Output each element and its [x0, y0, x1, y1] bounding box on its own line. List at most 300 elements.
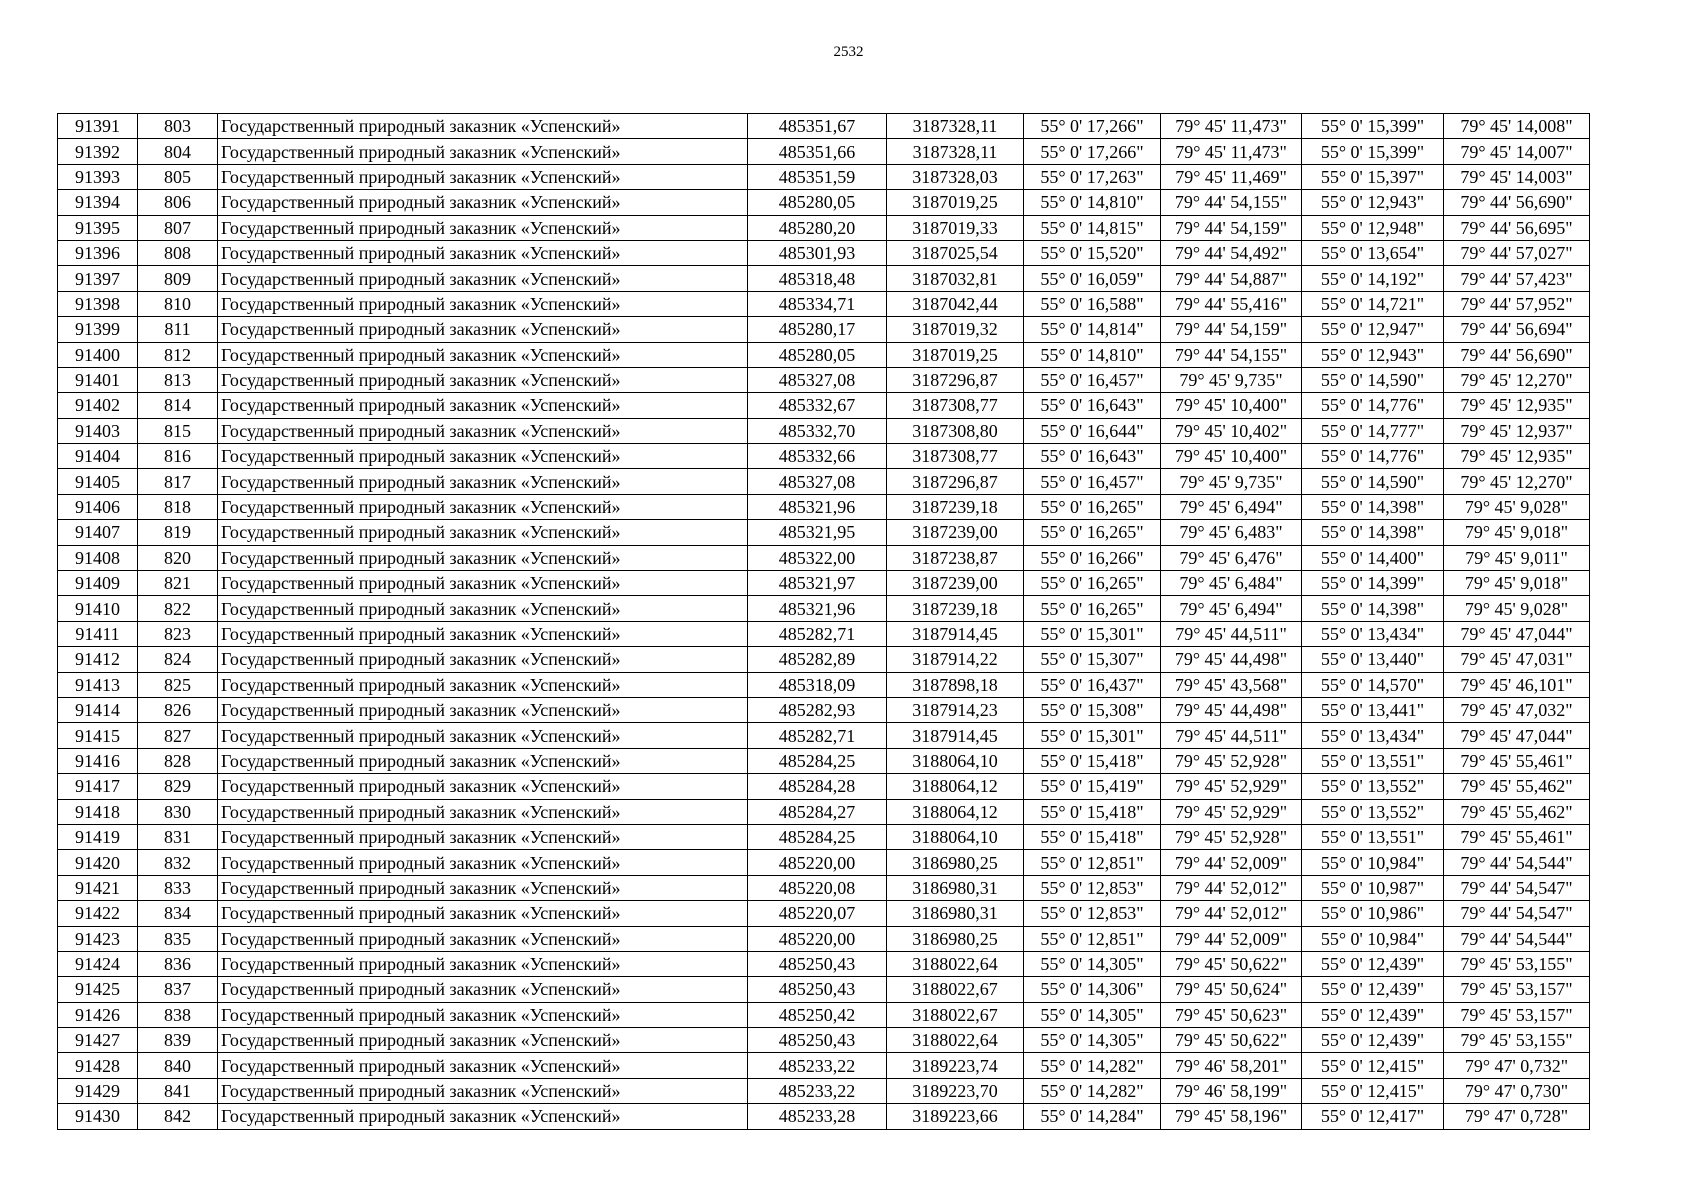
latitude-2-cell: 55° 0' 13,654" — [1302, 240, 1444, 265]
reserve-name-cell: Государственный природный заказник «Успенский» — [218, 367, 748, 392]
row-number-cell: 91403 — [58, 418, 138, 443]
table-row — [58, 748, 1590, 773]
x-coordinate-cell: 485318,09 — [748, 672, 887, 697]
reserve-name-cell: Государственный природный заказник «Успенский» — [218, 494, 748, 519]
table-row — [58, 469, 1590, 494]
latitude-2-cell: 55° 0' 12,415" — [1302, 1078, 1444, 1103]
latitude-1-cell: 55° 0' 15,301" — [1024, 621, 1161, 646]
longitude-2-cell: 79° 45' 12,935" — [1444, 393, 1590, 418]
row-number-cell: 91416 — [58, 748, 138, 773]
latitude-1-cell: 55° 0' 15,418" — [1024, 799, 1161, 824]
latitude-2-cell: 55° 0' 10,986" — [1302, 901, 1444, 926]
point-number-cell: 832 — [138, 850, 218, 875]
table-row — [58, 520, 1590, 545]
x-coordinate-cell: 485351,66 — [748, 139, 887, 164]
longitude-1-cell: 79° 44' 55,416" — [1161, 291, 1302, 316]
longitude-1-cell: 79° 45' 44,511" — [1161, 723, 1302, 748]
reserve-name-cell: Государственный природный заказник «Успенский» — [218, 926, 748, 951]
table-row — [58, 1078, 1590, 1103]
reserve-name-cell: Государственный природный заказник «Успенский» — [218, 799, 748, 824]
x-coordinate-cell: 485220,00 — [748, 926, 887, 951]
y-coordinate-cell: 3186980,25 — [887, 850, 1024, 875]
reserve-name-cell: Государственный природный заказник «Успенский» — [218, 444, 748, 469]
point-number-cell: 803 — [138, 114, 218, 139]
longitude-2-cell: 79° 45' 9,018" — [1444, 520, 1590, 545]
reserve-name-cell: Государственный природный заказник «Успенский» — [218, 647, 748, 672]
y-coordinate-cell: 3187239,00 — [887, 520, 1024, 545]
longitude-2-cell: 79° 44' 54,547" — [1444, 901, 1590, 926]
point-number-cell: 836 — [138, 951, 218, 976]
latitude-2-cell: 55° 0' 14,570" — [1302, 672, 1444, 697]
x-coordinate-cell: 485250,43 — [748, 951, 887, 976]
longitude-1-cell: 79° 45' 52,928" — [1161, 824, 1302, 849]
latitude-1-cell: 55° 0' 14,305" — [1024, 1028, 1161, 1053]
latitude-2-cell: 55° 0' 15,397" — [1302, 164, 1444, 189]
y-coordinate-cell: 3187308,77 — [887, 393, 1024, 418]
point-number-cell: 818 — [138, 494, 218, 519]
longitude-1-cell: 79° 45' 6,494" — [1161, 596, 1302, 621]
y-coordinate-cell: 3189223,70 — [887, 1078, 1024, 1103]
longitude-2-cell: 79° 45' 55,462" — [1444, 799, 1590, 824]
longitude-2-cell: 79° 45' 53,155" — [1444, 951, 1590, 976]
longitude-1-cell: 79° 45' 50,622" — [1161, 1028, 1302, 1053]
row-number-cell: 91407 — [58, 520, 138, 545]
latitude-2-cell: 55° 0' 14,398" — [1302, 596, 1444, 621]
latitude-1-cell: 55° 0' 16,437" — [1024, 672, 1161, 697]
reserve-name-cell: Государственный природный заказник «Успенский» — [218, 977, 748, 1002]
latitude-2-cell: 55° 0' 12,943" — [1302, 190, 1444, 215]
table-row — [58, 317, 1590, 342]
y-coordinate-cell: 3187042,44 — [887, 291, 1024, 316]
x-coordinate-cell: 485318,48 — [748, 266, 887, 291]
point-number-cell: 806 — [138, 190, 218, 215]
reserve-name-cell: Государственный природный заказник «Успенский» — [218, 824, 748, 849]
latitude-2-cell: 55° 0' 12,415" — [1302, 1053, 1444, 1078]
longitude-2-cell: 79° 45' 53,157" — [1444, 977, 1590, 1002]
point-number-cell: 821 — [138, 571, 218, 596]
latitude-2-cell: 55° 0' 13,434" — [1302, 621, 1444, 646]
point-number-cell: 823 — [138, 621, 218, 646]
longitude-2-cell: 79° 44' 57,027" — [1444, 240, 1590, 265]
reserve-name-cell: Государственный природный заказник «Успенский» — [218, 520, 748, 545]
longitude-1-cell: 79° 45' 50,623" — [1161, 1002, 1302, 1027]
coordinates-table — [57, 113, 1590, 1130]
reserve-name-cell: Государственный природный заказник «Успенский» — [218, 139, 748, 164]
y-coordinate-cell: 3187032,81 — [887, 266, 1024, 291]
longitude-2-cell: 79° 47' 0,732" — [1444, 1053, 1590, 1078]
table-row — [58, 621, 1590, 646]
y-coordinate-cell: 3187328,11 — [887, 114, 1024, 139]
x-coordinate-cell: 485301,93 — [748, 240, 887, 265]
row-number-cell: 91413 — [58, 672, 138, 697]
latitude-2-cell: 55° 0' 10,984" — [1302, 850, 1444, 875]
y-coordinate-cell: 3187025,54 — [887, 240, 1024, 265]
table-row — [58, 1002, 1590, 1027]
latitude-1-cell: 55° 0' 14,810" — [1024, 190, 1161, 215]
reserve-name-cell: Государственный природный заказник «Успенский» — [218, 1078, 748, 1103]
row-number-cell: 91409 — [58, 571, 138, 596]
longitude-2-cell: 79° 44' 57,423" — [1444, 266, 1590, 291]
longitude-1-cell: 79° 45' 11,473" — [1161, 139, 1302, 164]
x-coordinate-cell: 485280,17 — [748, 317, 887, 342]
y-coordinate-cell: 3187914,45 — [887, 621, 1024, 646]
longitude-1-cell: 79° 45' 9,735" — [1161, 469, 1302, 494]
table-row — [58, 926, 1590, 951]
x-coordinate-cell: 485332,70 — [748, 418, 887, 443]
latitude-2-cell: 55° 0' 14,721" — [1302, 291, 1444, 316]
row-number-cell: 91408 — [58, 545, 138, 570]
y-coordinate-cell: 3186980,31 — [887, 875, 1024, 900]
latitude-2-cell: 55° 0' 12,948" — [1302, 215, 1444, 240]
table-row — [58, 139, 1590, 164]
latitude-1-cell: 55° 0' 16,266" — [1024, 545, 1161, 570]
x-coordinate-cell: 485220,00 — [748, 850, 887, 875]
longitude-1-cell: 79° 45' 6,476" — [1161, 545, 1302, 570]
latitude-1-cell: 55° 0' 14,814" — [1024, 317, 1161, 342]
y-coordinate-cell: 3187914,22 — [887, 647, 1024, 672]
longitude-1-cell: 79° 45' 10,402" — [1161, 418, 1302, 443]
x-coordinate-cell: 485282,89 — [748, 647, 887, 672]
x-coordinate-cell: 485282,71 — [748, 723, 887, 748]
longitude-1-cell: 79° 45' 10,400" — [1161, 393, 1302, 418]
point-number-cell: 817 — [138, 469, 218, 494]
row-number-cell: 91424 — [58, 951, 138, 976]
longitude-2-cell: 79° 45' 9,028" — [1444, 596, 1590, 621]
reserve-name-cell: Государственный природный заказник «Успенский» — [218, 1104, 748, 1129]
point-number-cell: 815 — [138, 418, 218, 443]
longitude-1-cell: 79° 45' 11,473" — [1161, 114, 1302, 139]
row-number-cell: 91412 — [58, 647, 138, 672]
point-number-cell: 841 — [138, 1078, 218, 1103]
y-coordinate-cell: 3187328,03 — [887, 164, 1024, 189]
y-coordinate-cell: 3187019,33 — [887, 215, 1024, 240]
latitude-1-cell: 55° 0' 14,305" — [1024, 951, 1161, 976]
reserve-name-cell: Государственный природный заказник «Успенский» — [218, 672, 748, 697]
y-coordinate-cell: 3188064,10 — [887, 748, 1024, 773]
x-coordinate-cell: 485280,05 — [748, 190, 887, 215]
row-number-cell: 91400 — [58, 342, 138, 367]
row-number-cell: 91421 — [58, 875, 138, 900]
longitude-2-cell: 79° 45' 9,028" — [1444, 494, 1590, 519]
longitude-2-cell: 79° 45' 47,031" — [1444, 647, 1590, 672]
latitude-1-cell: 55° 0' 15,520" — [1024, 240, 1161, 265]
x-coordinate-cell: 485233,22 — [748, 1078, 887, 1103]
longitude-1-cell: 79° 44' 52,009" — [1161, 926, 1302, 951]
longitude-2-cell: 79° 45' 47,044" — [1444, 621, 1590, 646]
longitude-1-cell: 79° 44' 52,009" — [1161, 850, 1302, 875]
x-coordinate-cell: 485280,20 — [748, 215, 887, 240]
longitude-2-cell: 79° 45' 9,018" — [1444, 571, 1590, 596]
page-number: 2532 — [833, 44, 864, 60]
x-coordinate-cell: 485282,71 — [748, 621, 887, 646]
latitude-2-cell: 55° 0' 14,590" — [1302, 469, 1444, 494]
longitude-1-cell: 79° 45' 58,196" — [1161, 1104, 1302, 1129]
row-number-cell: 91402 — [58, 393, 138, 418]
latitude-2-cell: 55° 0' 12,439" — [1302, 1002, 1444, 1027]
reserve-name-cell: Государственный природный заказник «Успенский» — [218, 266, 748, 291]
reserve-name-cell: Государственный природный заказник «Успенский» — [218, 723, 748, 748]
longitude-1-cell: 79° 45' 44,498" — [1161, 697, 1302, 722]
y-coordinate-cell: 3188022,64 — [887, 1028, 1024, 1053]
longitude-2-cell: 79° 44' 57,952" — [1444, 291, 1590, 316]
table-row — [58, 393, 1590, 418]
reserve-name-cell: Государственный природный заказник «Успенский» — [218, 215, 748, 240]
y-coordinate-cell: 3187019,25 — [887, 190, 1024, 215]
x-coordinate-cell: 485321,97 — [748, 571, 887, 596]
table-row — [58, 367, 1590, 392]
latitude-1-cell: 55° 0' 16,265" — [1024, 520, 1161, 545]
latitude-1-cell: 55° 0' 16,059" — [1024, 266, 1161, 291]
y-coordinate-cell: 3187328,11 — [887, 139, 1024, 164]
x-coordinate-cell: 485284,28 — [748, 774, 887, 799]
reserve-name-cell: Государственный природный заказник «Успенский» — [218, 951, 748, 976]
y-coordinate-cell: 3187239,18 — [887, 596, 1024, 621]
row-number-cell: 91422 — [58, 901, 138, 926]
x-coordinate-cell: 485351,59 — [748, 164, 887, 189]
table-row — [58, 672, 1590, 697]
longitude-2-cell: 79° 44' 56,695" — [1444, 215, 1590, 240]
table-row — [58, 418, 1590, 443]
reserve-name-cell: Государственный природный заказник «Успенский» — [218, 418, 748, 443]
longitude-1-cell: 79° 45' 44,511" — [1161, 621, 1302, 646]
point-number-cell: 812 — [138, 342, 218, 367]
latitude-1-cell: 55° 0' 12,851" — [1024, 850, 1161, 875]
point-number-cell: 839 — [138, 1028, 218, 1053]
y-coordinate-cell: 3187239,18 — [887, 494, 1024, 519]
row-number-cell: 91429 — [58, 1078, 138, 1103]
table-row — [58, 977, 1590, 1002]
table-row — [58, 774, 1590, 799]
row-number-cell: 91415 — [58, 723, 138, 748]
longitude-2-cell: 79° 44' 56,694" — [1444, 317, 1590, 342]
reserve-name-cell: Государственный природный заказник «Успенский» — [218, 342, 748, 367]
x-coordinate-cell: 485282,93 — [748, 697, 887, 722]
table-row — [58, 723, 1590, 748]
longitude-1-cell: 79° 44' 54,159" — [1161, 215, 1302, 240]
row-number-cell: 91393 — [58, 164, 138, 189]
row-number-cell: 91406 — [58, 494, 138, 519]
reserve-name-cell: Государственный природный заказник «Успенский» — [218, 774, 748, 799]
reserve-name-cell: Государственный природный заказник «Успенский» — [218, 164, 748, 189]
reserve-name-cell: Государственный природный заказник «Успенский» — [218, 469, 748, 494]
table-row — [58, 824, 1590, 849]
x-coordinate-cell: 485250,43 — [748, 977, 887, 1002]
table-row — [58, 291, 1590, 316]
longitude-1-cell: 79° 44' 54,159" — [1161, 317, 1302, 342]
longitude-1-cell: 79° 44' 54,155" — [1161, 342, 1302, 367]
y-coordinate-cell: 3188022,64 — [887, 951, 1024, 976]
latitude-1-cell: 55° 0' 16,643" — [1024, 393, 1161, 418]
latitude-2-cell: 55° 0' 13,441" — [1302, 697, 1444, 722]
row-number-cell: 91392 — [58, 139, 138, 164]
x-coordinate-cell: 485321,95 — [748, 520, 887, 545]
longitude-2-cell: 79° 45' 12,270" — [1444, 367, 1590, 392]
point-number-cell: 826 — [138, 697, 218, 722]
latitude-2-cell: 55° 0' 12,417" — [1302, 1104, 1444, 1129]
y-coordinate-cell: 3189223,74 — [887, 1053, 1024, 1078]
x-coordinate-cell: 485351,67 — [748, 114, 887, 139]
longitude-2-cell: 79° 45' 9,011" — [1444, 545, 1590, 570]
reserve-name-cell: Государственный природный заказник «Успенский» — [218, 1028, 748, 1053]
y-coordinate-cell: 3187308,80 — [887, 418, 1024, 443]
table-row — [58, 951, 1590, 976]
latitude-2-cell: 55° 0' 10,984" — [1302, 926, 1444, 951]
row-number-cell: 91418 — [58, 799, 138, 824]
table-row — [58, 799, 1590, 824]
x-coordinate-cell: 485321,96 — [748, 596, 887, 621]
longitude-2-cell: 79° 45' 12,935" — [1444, 444, 1590, 469]
latitude-1-cell: 55° 0' 16,265" — [1024, 494, 1161, 519]
reserve-name-cell: Государственный природный заказник «Успенский» — [218, 697, 748, 722]
row-number-cell: 91401 — [58, 367, 138, 392]
latitude-2-cell: 55° 0' 12,439" — [1302, 951, 1444, 976]
longitude-1-cell: 79° 44' 54,887" — [1161, 266, 1302, 291]
row-number-cell: 91428 — [58, 1053, 138, 1078]
latitude-1-cell: 55° 0' 17,266" — [1024, 139, 1161, 164]
table-row — [58, 164, 1590, 189]
point-number-cell: 816 — [138, 444, 218, 469]
y-coordinate-cell: 3187898,18 — [887, 672, 1024, 697]
reserve-name-cell: Государственный природный заказник «Успенский» — [218, 875, 748, 900]
x-coordinate-cell: 485250,42 — [748, 1002, 887, 1027]
longitude-2-cell: 79° 47' 0,728" — [1444, 1104, 1590, 1129]
y-coordinate-cell: 3188064,10 — [887, 824, 1024, 849]
longitude-2-cell: 79° 44' 54,547" — [1444, 875, 1590, 900]
row-number-cell: 91396 — [58, 240, 138, 265]
table-row — [58, 1104, 1590, 1129]
longitude-2-cell: 79° 45' 55,462" — [1444, 774, 1590, 799]
latitude-2-cell: 55° 0' 14,590" — [1302, 367, 1444, 392]
y-coordinate-cell: 3187914,23 — [887, 697, 1024, 722]
y-coordinate-cell: 3186980,25 — [887, 926, 1024, 951]
row-number-cell: 91420 — [58, 850, 138, 875]
y-coordinate-cell: 3187238,87 — [887, 545, 1024, 570]
longitude-2-cell: 79° 44' 56,690" — [1444, 190, 1590, 215]
point-number-cell: 830 — [138, 799, 218, 824]
point-number-cell: 809 — [138, 266, 218, 291]
y-coordinate-cell: 3187296,87 — [887, 367, 1024, 392]
reserve-name-cell: Государственный природный заказник «Успенский» — [218, 901, 748, 926]
x-coordinate-cell: 485280,05 — [748, 342, 887, 367]
reserve-name-cell: Государственный природный заказник «Успенский» — [218, 1002, 748, 1027]
reserve-name-cell: Государственный природный заказник «Успенский» — [218, 317, 748, 342]
point-number-cell: 831 — [138, 824, 218, 849]
table-row — [58, 494, 1590, 519]
latitude-1-cell: 55° 0' 14,815" — [1024, 215, 1161, 240]
row-number-cell: 91398 — [58, 291, 138, 316]
table-row — [58, 571, 1590, 596]
point-number-cell: 820 — [138, 545, 218, 570]
latitude-1-cell: 55° 0' 16,265" — [1024, 571, 1161, 596]
latitude-1-cell: 55° 0' 14,284" — [1024, 1104, 1161, 1129]
point-number-cell: 834 — [138, 901, 218, 926]
point-number-cell: 822 — [138, 596, 218, 621]
longitude-2-cell: 79° 44' 56,690" — [1444, 342, 1590, 367]
longitude-1-cell: 79° 46' 58,199" — [1161, 1078, 1302, 1103]
table-row — [58, 215, 1590, 240]
y-coordinate-cell: 3188022,67 — [887, 1002, 1024, 1027]
x-coordinate-cell: 485220,07 — [748, 901, 887, 926]
longitude-2-cell: 79° 45' 14,007" — [1444, 139, 1590, 164]
reserve-name-cell: Государственный природный заказник «Успенский» — [218, 114, 748, 139]
y-coordinate-cell: 3187239,00 — [887, 571, 1024, 596]
point-number-cell: 829 — [138, 774, 218, 799]
longitude-1-cell: 79° 45' 10,400" — [1161, 444, 1302, 469]
longitude-1-cell: 79° 44' 52,012" — [1161, 901, 1302, 926]
longitude-2-cell: 79° 47' 0,730" — [1444, 1078, 1590, 1103]
latitude-1-cell: 55° 0' 15,418" — [1024, 824, 1161, 849]
table-row — [58, 114, 1590, 139]
latitude-2-cell: 55° 0' 14,398" — [1302, 520, 1444, 545]
latitude-2-cell: 55° 0' 14,398" — [1302, 494, 1444, 519]
latitude-1-cell: 55° 0' 12,851" — [1024, 926, 1161, 951]
latitude-2-cell: 55° 0' 13,434" — [1302, 723, 1444, 748]
longitude-2-cell: 79° 45' 12,937" — [1444, 418, 1590, 443]
x-coordinate-cell: 485327,08 — [748, 367, 887, 392]
longitude-1-cell: 79° 45' 6,483" — [1161, 520, 1302, 545]
row-number-cell: 91405 — [58, 469, 138, 494]
y-coordinate-cell: 3187019,32 — [887, 317, 1024, 342]
latitude-2-cell: 55° 0' 12,947" — [1302, 317, 1444, 342]
latitude-2-cell: 55° 0' 13,551" — [1302, 824, 1444, 849]
longitude-2-cell: 79° 45' 53,157" — [1444, 1002, 1590, 1027]
latitude-2-cell: 55° 0' 15,399" — [1302, 114, 1444, 139]
longitude-2-cell: 79° 45' 12,270" — [1444, 469, 1590, 494]
latitude-1-cell: 55° 0' 15,418" — [1024, 748, 1161, 773]
latitude-1-cell: 55° 0' 17,266" — [1024, 114, 1161, 139]
table-row — [58, 266, 1590, 291]
point-number-cell: 833 — [138, 875, 218, 900]
latitude-1-cell: 55° 0' 14,305" — [1024, 1002, 1161, 1027]
longitude-1-cell: 79° 45' 44,498" — [1161, 647, 1302, 672]
latitude-1-cell: 55° 0' 14,282" — [1024, 1078, 1161, 1103]
longitude-1-cell: 79° 45' 9,735" — [1161, 367, 1302, 392]
reserve-name-cell: Государственный природный заказник «Успенский» — [218, 596, 748, 621]
point-number-cell: 811 — [138, 317, 218, 342]
latitude-2-cell: 55° 0' 14,776" — [1302, 393, 1444, 418]
longitude-2-cell: 79° 44' 54,544" — [1444, 850, 1590, 875]
latitude-2-cell: 55° 0' 13,552" — [1302, 799, 1444, 824]
row-number-cell: 91430 — [58, 1104, 138, 1129]
longitude-2-cell: 79° 45' 55,461" — [1444, 748, 1590, 773]
table-row — [58, 240, 1590, 265]
latitude-2-cell: 55° 0' 14,776" — [1302, 444, 1444, 469]
row-number-cell: 91419 — [58, 824, 138, 849]
y-coordinate-cell: 3188022,67 — [887, 977, 1024, 1002]
latitude-2-cell: 55° 0' 12,439" — [1302, 1028, 1444, 1053]
latitude-1-cell: 55° 0' 15,301" — [1024, 723, 1161, 748]
longitude-2-cell: 79° 45' 46,101" — [1444, 672, 1590, 697]
longitude-1-cell: 79° 44' 52,012" — [1161, 875, 1302, 900]
reserve-name-cell: Государственный природный заказник «Успенский» — [218, 621, 748, 646]
table-row — [58, 190, 1590, 215]
longitude-1-cell: 79° 45' 50,624" — [1161, 977, 1302, 1002]
longitude-1-cell: 79° 45' 52,928" — [1161, 748, 1302, 773]
point-number-cell: 828 — [138, 748, 218, 773]
reserve-name-cell: Государственный природный заказник «Успенский» — [218, 571, 748, 596]
longitude-1-cell: 79° 44' 54,492" — [1161, 240, 1302, 265]
x-coordinate-cell: 485284,25 — [748, 824, 887, 849]
table-row — [58, 1028, 1590, 1053]
row-number-cell: 91417 — [58, 774, 138, 799]
point-number-cell: 827 — [138, 723, 218, 748]
row-number-cell: 91425 — [58, 977, 138, 1002]
longitude-2-cell: 79° 44' 54,544" — [1444, 926, 1590, 951]
y-coordinate-cell: 3187914,45 — [887, 723, 1024, 748]
latitude-2-cell: 55° 0' 13,551" — [1302, 748, 1444, 773]
point-number-cell: 810 — [138, 291, 218, 316]
latitude-2-cell: 55° 0' 14,777" — [1302, 418, 1444, 443]
